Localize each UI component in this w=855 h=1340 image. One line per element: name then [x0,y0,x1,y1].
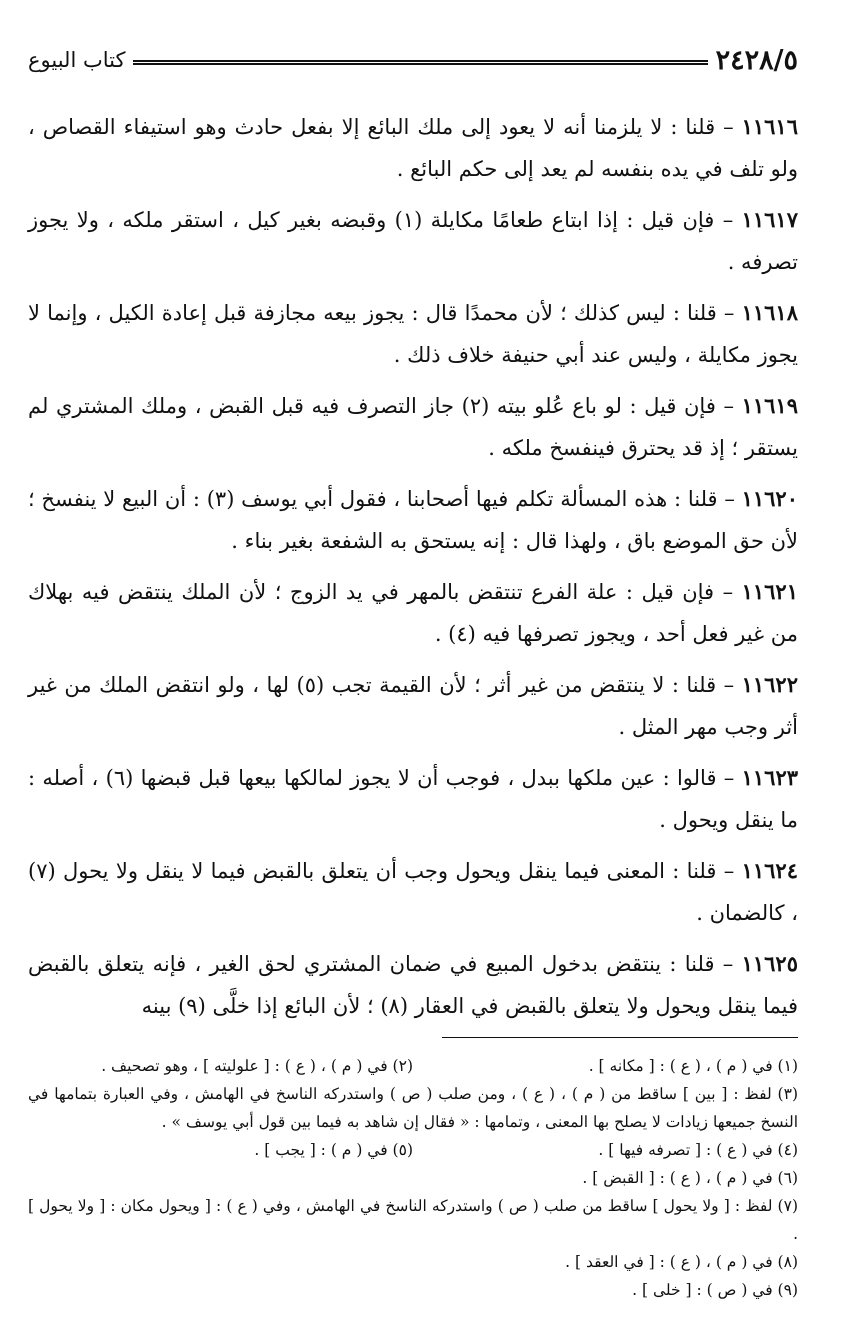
paragraph-text: – قالوا : عين ملكها ببدل ، فوجب أن لا يجوز لمالكها بيعها قبل قبضها (٦) ، أصله : ما ينقل ويحول . [28,766,798,832]
paragraph-text: – قلنا : ليس كذلك ؛ لأن محمدًا قال : يجوز بيعه مجازفة قبل إعادة الكيل ، وإنما لا يجوز مكايلة ، وليس عند أبي حنيفة خلاف ذلك . [28,301,798,367]
footnote-3: (٣) لفظ : [ بين ] ساقط من ( م ) ، ( ع ) ، ومن صلب ( ص ) واستدركه الناسخ في الهامش ، وفي العبارة بتمامها في النسخ جميعها زيادات لا يصلح بها المعنى ، وتمامها : « فقال إن شاهد به فيما بين قول أبي يوسف » . [28,1085,798,1131]
paragraph [28,106,798,190]
paragraph-number: ١١٦٢٥ [741,951,798,976]
footnote-separator [442,1037,798,1038]
paragraph-text: – قلنا : لا يلزمنا أنه لا يعود إلى ملك البائع إلا بفعل حادث وهو استيفاء القصاص ، ولو تلف في يده بنفسه لم يعد إلى حكم البائع . [28,115,798,181]
footnote-7: (٧) لفظ : [ ولا يحول ] ساقط من صلب ( ص ) واستدركه الناسخ في الهامش ، وفي ( ع ) : [ ويحول مكان : [ ولا يحول ] . [28,1197,798,1243]
paragraph [28,850,798,934]
footnote-row [28,1248,798,1276]
footnote-2: (٢) في ( م ) ، ( ع ) : [ علوليته ] ، وهو تصحيف . [101,1057,413,1075]
paragraph-number: ١١٦١٨ [741,300,798,325]
paragraph [28,292,798,376]
footnote-row [28,1136,798,1164]
paragraph [28,664,798,748]
paragraph-number: ١١٦٢٠ [741,486,798,511]
footnote-row [28,1052,798,1080]
paragraph-text: – فإن قيل : علة الفرع تنتقض بالمهر في يد الزوج ؛ لأن الملك ينتقض فيه بهلاك من غير فعل أحد ، ويجوز تصرفها فيه (٤) . [28,580,798,646]
footnotes [28,1052,798,1304]
page-header [28,38,798,82]
paragraph-text: – فإن قيل : إذا ابتاع طعامًا مكايلة (١) وقبضه بغير كيل ، استقر ملكه ، ولا يجوز تصرفه . [28,208,798,274]
footnote-spacer [28,1248,413,1276]
footnote-1: (١) في ( م ) ، ( ع ) : [ مكانه ] . [588,1057,798,1075]
paragraph-text: – قلنا : المعنى فيما ينقل ويحول وجب أن يتعلق بالقبض فيما لا ينقل ولا يحول (٧) ، كالضمان . [28,859,798,925]
footnote-6: (٦) في ( م ) ، ( ع ) : [ القبض ] . [582,1169,798,1187]
main-text [28,106,798,1027]
paragraph-number: ١١٦٢٢ [741,672,798,697]
book-page [28,38,798,1318]
footnote-4: (٤) في ( ع ) : [ تصرفه فيها ] . [598,1141,798,1159]
paragraph [28,478,798,562]
paragraph-number: ١١٦١٩ [741,393,798,418]
paragraph-number: ١١٦٢١ [741,579,798,604]
paragraph-text: – قلنا : هذه المسألة تكلم فيها أصحابنا ، فقول أبي يوسف (٣) : أن البيع لا ينفسخ ؛ لأن حق الموضع باق ، ولهذا قال : إنه يستحق به الشفعة بغير بناء . [28,487,798,553]
paragraph-text: – قلنا : ينتقض بدخول المبيع في ضمان المشتري لحق الغير ، فإنه يتعلق بالقبض فيما ينقل ويحول ولا يتعلق بالقبض في العقار (٨) ؛ لأن البائع إذا خلَّى (٩) بينه [28,952,798,1018]
paragraph [28,943,798,1027]
paragraph [28,199,798,283]
footnote-9: (٩) في ( ص ) : [ خلى ] . [632,1281,798,1299]
header-rule [133,60,707,65]
footnote-8: (٨) في ( م ) ، ( ع ) : [ في العقد ] . [565,1253,798,1271]
paragraph [28,385,798,469]
footnote-5: (٥) في ( م ) : [ يجب ] . [254,1141,413,1159]
page-number: ٢٤٢٨/٥ [715,44,798,76]
paragraph [28,757,798,841]
book-title: كتاب البيوع [28,48,126,72]
paragraph-number: ١١٦٢٤ [741,858,798,883]
paragraph-text: – فإن قيل : لو باع عُلو بيته (٢) جاز التصرف فيه قبل القبض ، وملك المشتري لم يستقر ؛ إذ قد يحترق فينفسخ ملكه . [28,394,798,460]
paragraph-number: ١١٦١٧ [741,207,798,232]
paragraph-number: ١١٦٢٣ [741,765,799,790]
paragraph-text: – قلنا : لا ينتقض من غير أثر ؛ لأن القيمة تجب (٥) لها ، ولو انتقض الملك من غير أثر وجب مهر المثل . [28,673,798,739]
paragraph-number: ١١٦١٦ [741,114,798,139]
paragraph [28,571,798,655]
